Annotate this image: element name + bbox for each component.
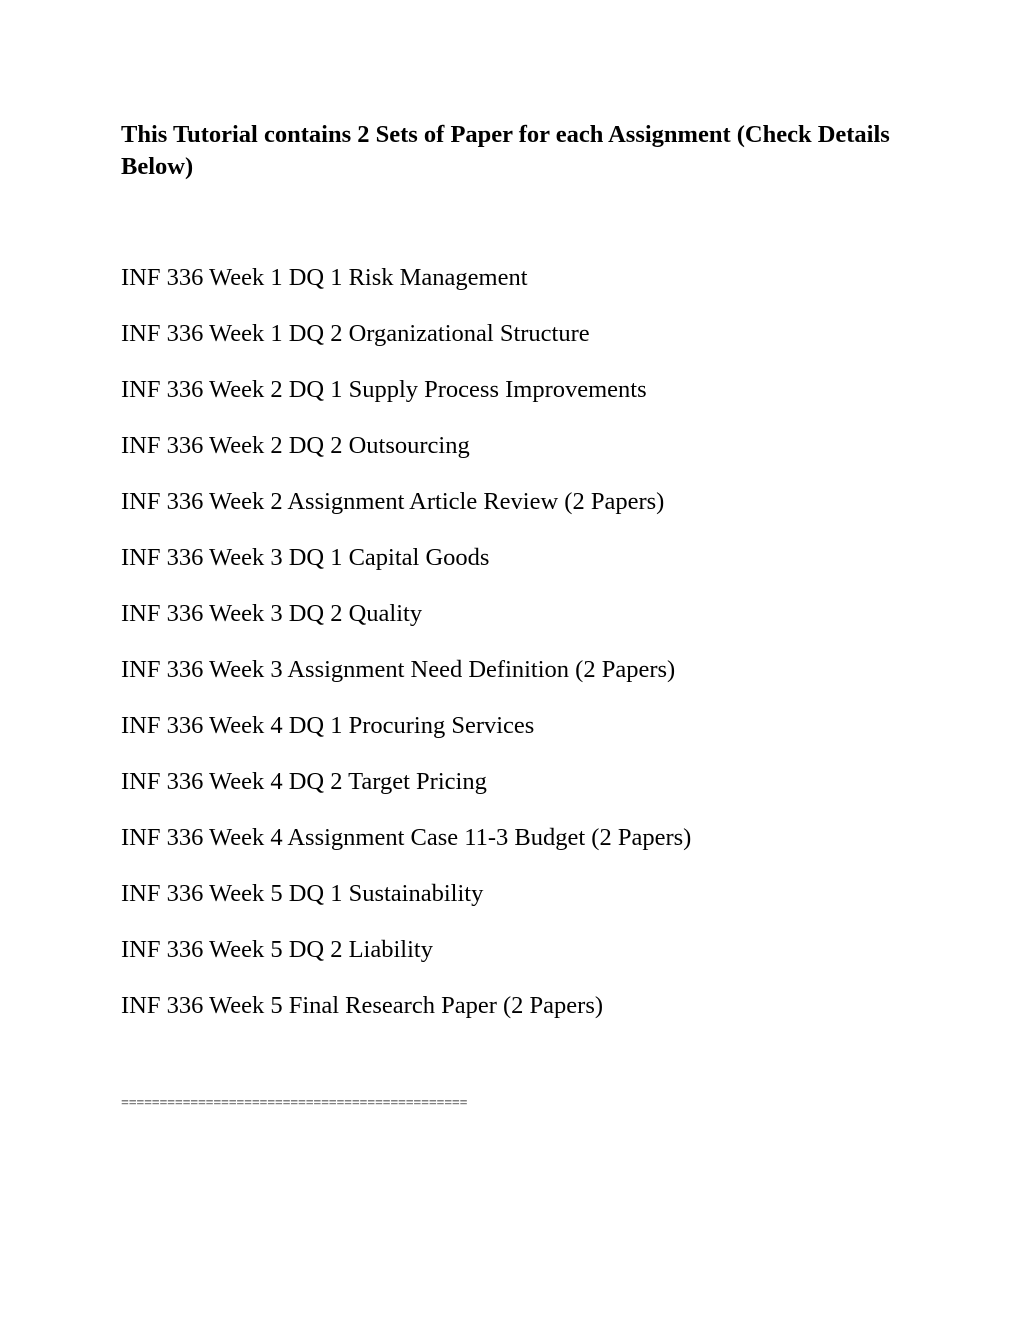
assignment-item: INF 336 Week 5 Final Research Paper (2 Papers)	[121, 992, 604, 1019]
assignment-item: INF 336 Week 3 Assignment Need Definition (2 Papers)	[121, 656, 676, 683]
assignment-list	[121, 262, 691, 1046]
assignment-item: INF 336 Week 1 DQ 1 Risk Management	[121, 264, 528, 291]
assignment-item: INF 336 Week 5 DQ 1 Sustainability	[121, 880, 484, 907]
assignment-item: INF 336 Week 4 DQ 1 Procuring Services	[121, 712, 535, 739]
assignment-item: INF 336 Week 5 DQ 2 Liability	[121, 936, 433, 963]
assignment-item: INF 336 Week 1 DQ 2 Organizational Structure	[121, 320, 590, 347]
assignment-item: INF 336 Week 3 DQ 1 Capital Goods	[121, 544, 490, 571]
assignment-item: INF 336 Week 2 DQ 1 Supply Process Improvements	[121, 376, 647, 403]
assignment-item: INF 336 Week 4 Assignment Case 11-3 Budget (2 Papers)	[121, 824, 692, 851]
assignment-item: INF 336 Week 4 DQ 2 Target Pricing	[121, 768, 487, 795]
document-heading: This Tutorial contains 2 Sets of Paper for each Assignment (Check Details Below)	[121, 121, 890, 180]
assignment-item: INF 336 Week 3 DQ 2 Quality	[121, 600, 423, 627]
assignment-item: INF 336 Week 2 Assignment Article Review (2 Papers)	[121, 488, 665, 515]
divider-line: =============================================	[121, 1096, 468, 1111]
assignment-item: INF 336 Week 2 DQ 2 Outsourcing	[121, 432, 470, 459]
